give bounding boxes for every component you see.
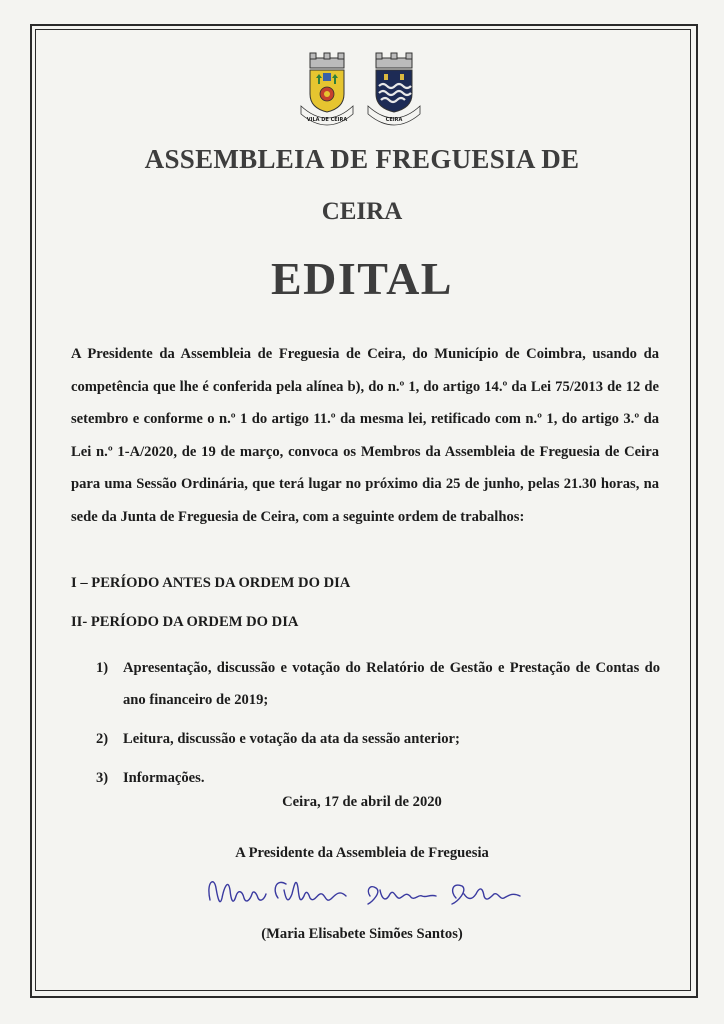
convocation-paragraph: A Presidente da Assembleia de Freguesia de Ceira, do Município de Coimbra, usando da competência que lhe é conferida pela alínea b), do n.º 1, do artigo 14.º da Lei 75/2013 de 12 de setembro e conforme o n.º 1 do artigo 11.º da mesma lei, retificado com n.º 1, do artigo 3.º da Lei n.º 1-A/2020, de 19 de março, convoca os Membros da Assembleia de Freguesia de Ceira para uma Sessão Ordinária, que terá lugar no próximo dia 25 de junho, pelas 21.30 horas, na sede da Junta de Freguesia de Ceira, com a seguinte ordem de trabalhos: bbox=[71, 346, 659, 525]
left-crest-ribbon: VILA DE CEIRA bbox=[306, 117, 348, 123]
coats-of-arms bbox=[296, 50, 422, 130]
vila-de-ceira-coat-of-arms-icon bbox=[296, 50, 358, 130]
agenda-item-text: Apresentação, discussão e votação do Relatório de Gestão e Prestação de Contas do ano financeiro de 2019; bbox=[123, 660, 660, 708]
agenda-items bbox=[96, 652, 660, 794]
agenda-section-1: I – PERÍODO ANTES DA ORDEM DO DIA bbox=[71, 575, 351, 591]
assembly-heading: ASSEMBLEIA DE FREGUESIA DE bbox=[144, 144, 580, 174]
agenda-item bbox=[96, 652, 660, 716]
agenda-item-text: Leitura, discussão e votação da ata da sessão anterior; bbox=[123, 731, 460, 747]
agenda-item-number: 3) bbox=[96, 770, 109, 786]
signatory-role: A Presidente da Assembleia de Freguesia bbox=[235, 845, 489, 861]
ceira-coat-of-arms-icon bbox=[366, 50, 422, 130]
agenda-section-2: II- PERÍODO DA ORDEM DO DIA bbox=[71, 614, 299, 630]
document-date: Ceira, 17 de abril de 2020 bbox=[282, 794, 442, 810]
right-crest-ribbon: CEIRA bbox=[385, 117, 403, 123]
agenda-item bbox=[96, 762, 660, 794]
agenda-item bbox=[96, 723, 660, 755]
parish-heading: CEIRA bbox=[321, 198, 403, 225]
agenda-item-text: Informações. bbox=[123, 770, 205, 786]
agenda-item-number: 2) bbox=[96, 731, 109, 747]
signatory-name: (Maria Elisabete Simões Santos) bbox=[261, 926, 463, 942]
agenda-item-number: 1) bbox=[96, 660, 109, 676]
edital-title: EDITAL bbox=[271, 253, 453, 304]
handwritten-signature bbox=[200, 870, 530, 918]
